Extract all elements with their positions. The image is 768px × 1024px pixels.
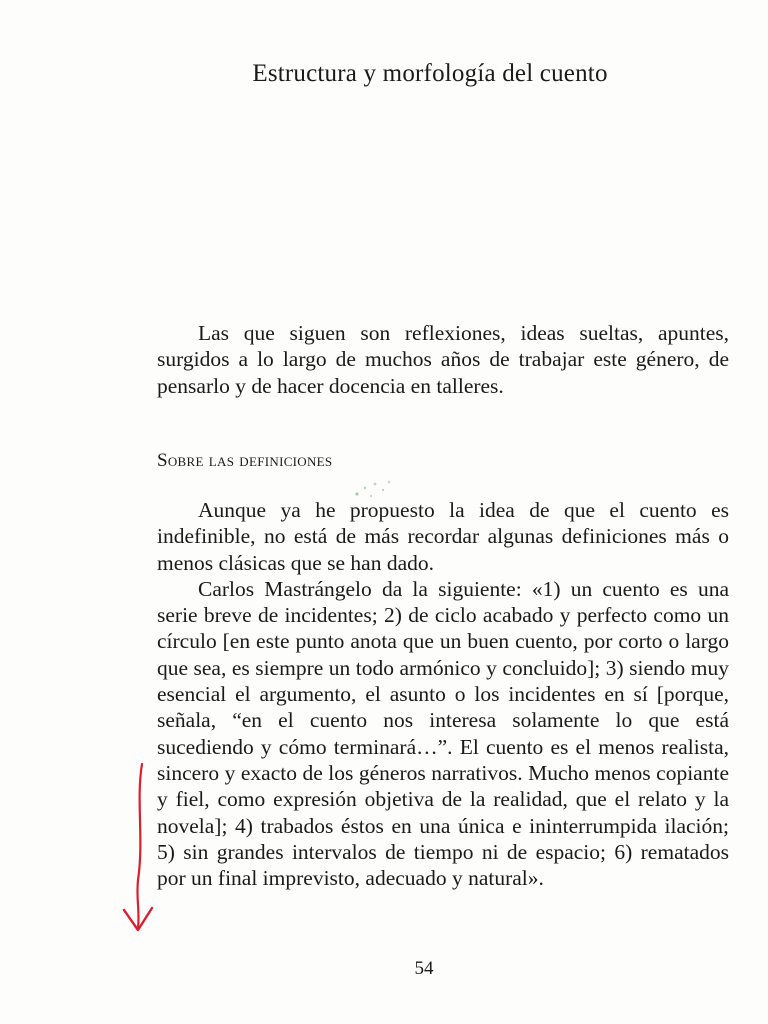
page-number: 54 bbox=[414, 958, 434, 979]
definitions-section bbox=[157, 497, 729, 891]
chapter-title: Estructura y morfología del cuento bbox=[252, 60, 608, 87]
intro-paragraph: Las que siguen son reflexiones, ideas sueltas, apuntes, surgidos a lo largo de muchos años de trabajar este género, de pensarlo y de hacer docencia en talleres. bbox=[157, 321, 729, 398]
red-arrow-annotation bbox=[118, 760, 158, 935]
section-heading: Sobre las definiciones bbox=[157, 450, 333, 471]
intro-section bbox=[157, 320, 729, 399]
paragraph-1: Aunque ya he propuesto la idea de que el cuento es indefinible, no está de más recordar algunas definiciones más o menos clásicas que se han dado. bbox=[157, 498, 729, 575]
paragraph-2: Carlos Mastrángelo da la siguiente: «1) un cuento es una serie breve de incidentes; 2) de ciclo acabado y perfecto como un círculo [en este punto anota que un buen cuento, por corto o largo que sea, es siempre un todo armónico y concluido]; 3) siendo muy esencial el argumento, el asunto o los incidentes en sí [porque, señala, “en el cuento nos interesa solamente lo que está sucediendo y cómo terminará…”. El cuento es el menos realista, sincero y exacto de los géneros narrativos. Mucho menos copiante y fiel, como expresión objetiva de la realidad, que el relato y la novela]; 4) trabados éstos en una única e ininterrumpida ilación; 5) sin grandes intervalos de tiempo ni de espacio; 6) rematados por un final imprevisto, adecuado y natural». bbox=[157, 576, 729, 891]
